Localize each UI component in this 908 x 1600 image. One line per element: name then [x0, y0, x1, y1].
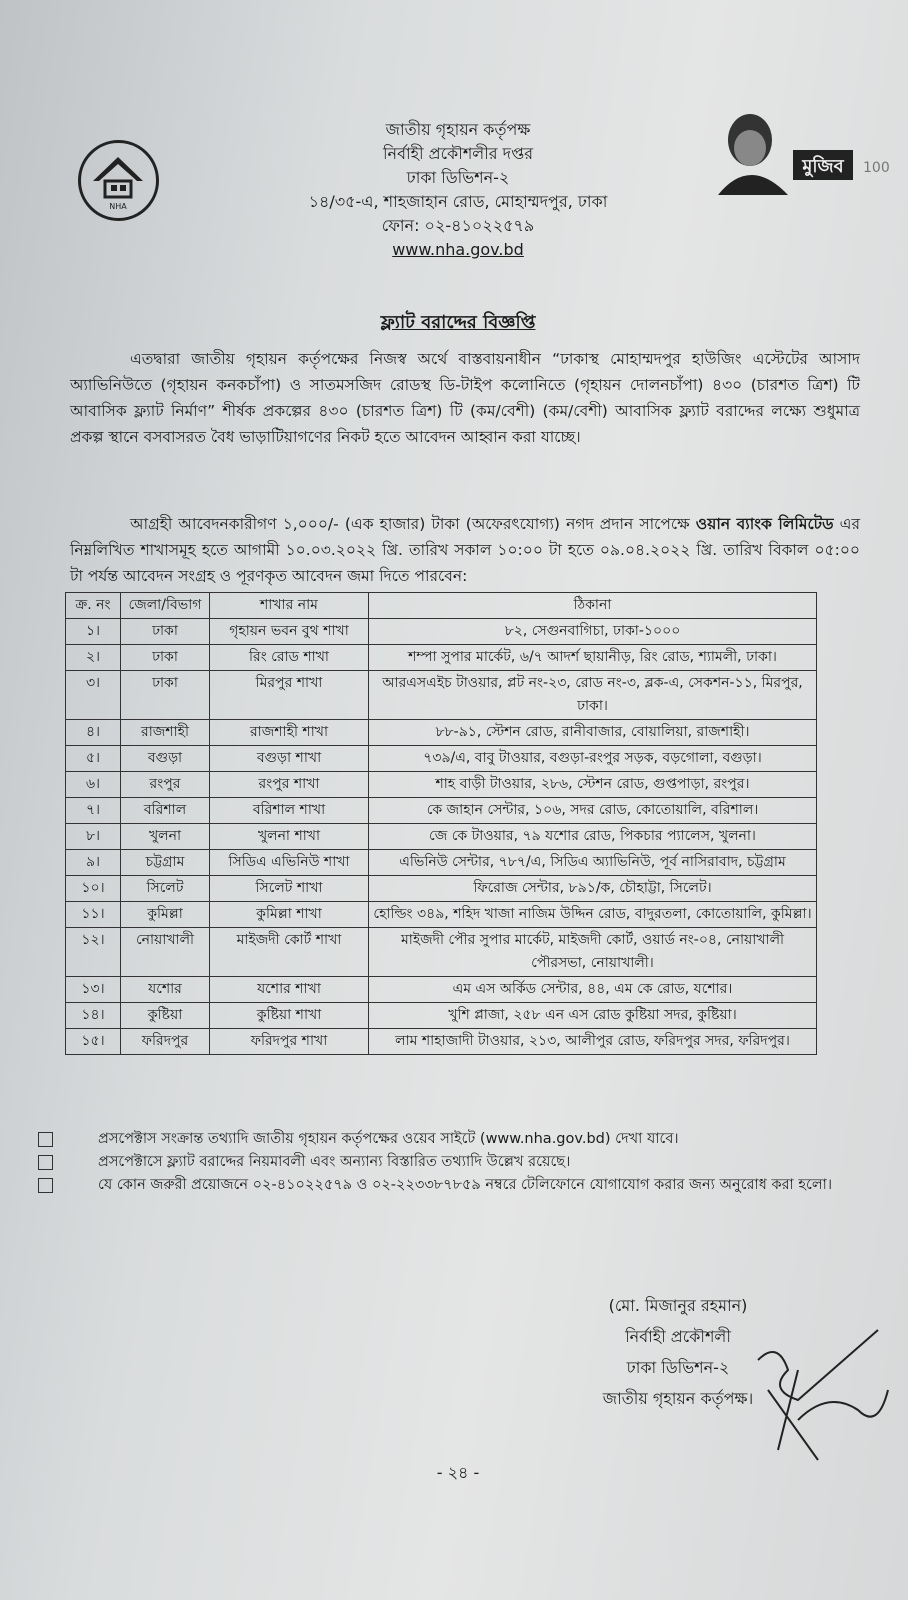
serial-cell: ১২। — [66, 928, 121, 977]
address-cell: কে জাহান সেন্টার, ১০৬, সদর রোড, কোতোয়ালি, বরিশাল। — [369, 798, 817, 824]
branch-name-cell: কুমিল্লা শাখা — [210, 902, 369, 928]
notice-title: ফ্ল্যাট বরাদ্দের বিজ্ঞপ্তি — [380, 312, 536, 333]
serial-cell: ৬। — [66, 772, 121, 798]
serial-cell: ৫। — [66, 746, 121, 772]
branch-name-cell: ফরিদপুর শাখা — [210, 1029, 369, 1055]
district-cell: খুলনা — [121, 824, 210, 850]
serial-cell: ৯। — [66, 850, 121, 876]
signatory-division: ঢাকা ডিভিশন-২ — [626, 1358, 730, 1377]
serial-cell: ১৫। — [66, 1029, 121, 1055]
branch-name-cell: খুলনা শাখা — [210, 824, 369, 850]
district-cell: ঢাকা — [121, 619, 210, 645]
branch-name-cell: রাজশাহী শাখা — [210, 720, 369, 746]
table-row — [66, 772, 817, 798]
document-page — [8, 0, 900, 1600]
note-item — [38, 1128, 838, 1151]
district-cell: চট্টগ্রাম — [121, 850, 210, 876]
branch-name-cell: যশোর শাখা — [210, 977, 369, 1003]
branch-name-cell: সিলেট শাখা — [210, 876, 369, 902]
branch-name-cell: রংপুর শাখা — [210, 772, 369, 798]
branch-table — [65, 592, 817, 1055]
serial-cell: ৭। — [66, 798, 121, 824]
signatory-org: জাতীয় গৃহায়ন কর্তৃপক্ষ। — [602, 1389, 754, 1408]
address-cell: ৮৮-৯১, স্টেশন রোড, রানীবাজার, বোয়ালিয়া, রাজশাহী। — [369, 720, 817, 746]
notice-paragraph-2 — [70, 511, 860, 589]
address-cell: এম এস অর্কিড সেন্টার, ৪৪, এম কে রোড, যশোর। — [369, 977, 817, 1003]
address-cell: ৭৩৯/এ, বাবু টাওয়ার, বগুড়া-রংপুর সড়ক, বড়গোলা, বগুড়া। — [369, 746, 817, 772]
serial-cell: ১০। — [66, 876, 121, 902]
svg-text:NHA: NHA — [109, 202, 127, 211]
column-header: ঠিকানা — [369, 593, 817, 619]
district-cell: রাজশাহী — [121, 720, 210, 746]
table-row — [66, 876, 817, 902]
address-cell: শাহ বাড়ী টাওয়ার, ২৮৬, স্টেশন রোড, গুপ্তপাড়া, রংপুর। — [369, 772, 817, 798]
table-row — [66, 824, 817, 850]
table-row — [66, 1029, 817, 1055]
note-item — [38, 1174, 838, 1197]
address-cell: হোল্ডিং ৩৪৯, শহিদ খাজা নাজিম উদ্দিন রোড, বাদুরতলা, কোতোয়ালি, কুমিল্লা। — [369, 902, 817, 928]
address-cell: শম্পা সুপার মার্কেট, ৬/৭ আদর্শ ছায়ানীড়, রিং রোড, শ্যামলী, ঢাকা। — [369, 645, 817, 671]
note-text: প্রসপেক্টাস সংক্রান্ত তথ্যাদি জাতীয় গৃহায়ন কর্তৃপক্ষের ওয়েব সাইটে (www.nha.gov.bd) দেখা যাবে। — [98, 1131, 679, 1147]
note-text: প্রসপেক্টাসে ফ্ল্যাট বরাদ্দের নিয়মাবলী এবং অন্যান্য বিস্তারিত তথ্যাদি উল্লেখ রয়েছে। — [98, 1154, 571, 1170]
district-cell: রংপুর — [121, 772, 210, 798]
table-row — [66, 902, 817, 928]
address-cell: এভিনিউ সেন্টার, ৭৮৭/এ, সিডিএ অ্যাভিনিউ, পূর্ব নাসিরাবাদ, চট্টগ্রাম — [369, 850, 817, 876]
org-name: জাতীয় গৃহায়ন কর্তৃপক্ষ — [385, 120, 531, 139]
serial-cell: ৪। — [66, 720, 121, 746]
district-cell: সিলেট — [121, 876, 210, 902]
district-cell: বগুড়া — [121, 746, 210, 772]
district-cell: নোয়াখালী — [121, 928, 210, 977]
division-name: ঢাকা ডিভিশন-২ — [406, 168, 510, 187]
branch-name-cell: মাইজদী কোর্ট শাখা — [210, 928, 369, 977]
table-row — [66, 746, 817, 772]
serial-cell: ১১। — [66, 902, 121, 928]
district-cell: ঢাকা — [121, 645, 210, 671]
table-row — [66, 720, 817, 746]
district-cell: কুমিল্লা — [121, 902, 210, 928]
checkbox-bullet-icon — [38, 1178, 53, 1193]
table-row — [66, 1003, 817, 1029]
branch-name-cell: সিডিএ এভিনিউ শাখা — [210, 850, 369, 876]
handwritten-signature — [738, 1330, 898, 1470]
serial-cell: ১। — [66, 619, 121, 645]
branch-name-cell: মিরপুর শাখা — [210, 671, 369, 720]
serial-cell: ১৩। — [66, 977, 121, 1003]
branch-name-cell: গৃহায়ন ভবন বুথ শাখা — [210, 619, 369, 645]
address-cell: লাম শাহাজাদী টাওয়ার, ২১৩, আলীপুর রোড, ফরিদপুর সদর, ফরিদপুর। — [369, 1029, 817, 1055]
district-cell: ঢাকা — [121, 671, 210, 720]
district-cell: ফরিদপুর — [121, 1029, 210, 1055]
branch-name-cell: বরিশাল শাখা — [210, 798, 369, 824]
notes-list — [38, 1128, 838, 1197]
table-row — [66, 645, 817, 671]
address-cell: খুশি প্লাজা, ২৫৮ এন এস রোড কুষ্টিয়া সদর, কুষ্টিয়া। — [369, 1003, 817, 1029]
svg-text:100: 100 — [863, 160, 890, 176]
serial-cell: ৮। — [66, 824, 121, 850]
serial-cell: ৩। — [66, 671, 121, 720]
table-row — [66, 928, 817, 977]
office-phone: ফোন: ০২-৪১০২২৫৭৯ — [381, 216, 535, 235]
checkbox-bullet-icon — [38, 1155, 53, 1170]
notice-paragraph-1: এতদ্বারা জাতীয় গৃহায়ন কর্তৃপক্ষের নিজস্ব অর্থে বাস্তবায়নাধীন “ঢাকাস্থ মোহাম্মদপুর হাউজিং এস্টেটের আসাদ অ্যাভিনিউতে (গৃহায়ন কনকচাঁপা) ও সাতমসজিদ রোডস্থ ডি-টাইপ কলোনিতে (গৃহায়ন দোলনচাঁপা) ৪৩০ (চারশত ত্রিশ) টি আবাসিক ফ্ল্যাট নির্মাণ” শীর্ষক প্রকল্পের ৪৩০ (চারশত ত্রিশ) টি (কম/বেশী) (কম/বেশী) আবাসিক ফ্ল্যাট বরাদ্দের লক্ষ্যে শুধুমাত্র প্রকল্প স্থানে বসবাসরত বৈধ ভাড়াটিয়াগণের নিকট হতে আবেদন আহ্বান করা যাচ্ছে। — [70, 350, 860, 446]
table-row — [66, 977, 817, 1003]
note-item — [38, 1151, 838, 1174]
letterhead — [8, 118, 908, 262]
address-cell: ফিরোজ সেন্টার, ৮৯১/ক, চৌহাট্টা, সিলেট। — [369, 876, 817, 902]
office-name: নির্বাহী প্রকৌশলীর দপ্তর — [382, 144, 534, 163]
district-cell: যশোর — [121, 977, 210, 1003]
address-cell: জে কে টাওয়ার, ৭৯ যশোর রোড, পিকচার প্যালেস, খুলনা। — [369, 824, 817, 850]
serial-cell: ২। — [66, 645, 121, 671]
table-row — [66, 850, 817, 876]
note-text: যে কোন জরুরী প্রয়োজনে ০২-৪১০২২৫৭৯ ও ০২-২২৩৩৮৭৮৫৯ নম্বরে টেলিফোনে যোগাযোগ করার জন্য অনুরোধ করা হলো। — [98, 1177, 833, 1193]
table-row — [66, 619, 817, 645]
column-header: শাখার নাম — [210, 593, 369, 619]
table-row — [66, 798, 817, 824]
district-cell: কুষ্টিয়া — [121, 1003, 210, 1029]
page-number: - ২৪ - — [436, 1463, 480, 1482]
column-header: জেলা/বিভাগ — [121, 593, 210, 619]
serial-cell: ১৪। — [66, 1003, 121, 1029]
branch-name-cell: বগুড়া শাখা — [210, 746, 369, 772]
branch-name-cell: রিং রোড শাখা — [210, 645, 369, 671]
signatory-name: (মো. মিজানুর রহমান) — [608, 1296, 748, 1315]
address-cell: মাইজদী পৌর সুপার মার্কেট, মাইজদী কোর্ট, ওয়ার্ড নং-০৪, নোয়াখালী পৌরসভা, নোয়াখালী। — [369, 928, 817, 977]
signatory-designation: নির্বাহী প্রকৌশলী — [625, 1327, 731, 1346]
table-row — [66, 671, 817, 720]
address-cell: আরএসএইচ টাওয়ার, প্লট নং-২৩, রোড নং-৩, ব্লক-এ, সেকশন-১১, মিরপুর, ঢাকা। — [369, 671, 817, 720]
column-header: ক্র. নং — [66, 593, 121, 619]
district-cell: বরিশাল — [121, 798, 210, 824]
svg-text:মুজিব: মুজিব — [802, 156, 844, 177]
branch-name-cell: কুষ্টিয়া শাখা — [210, 1003, 369, 1029]
checkbox-bullet-icon — [38, 1132, 53, 1147]
office-address: ১৪/৩৫-এ, শাহজাহান রোড, মোহাম্মদপুর, ঢাকা — [308, 192, 608, 211]
bank-name: ওয়ান ব্যাংক লিমিটেড — [695, 515, 834, 533]
address-cell: ৮২, সেগুনবাগিচা, ঢাকা-১০০০ — [369, 619, 817, 645]
website-link[interactable]: www.nha.gov.bd — [392, 240, 524, 259]
paragraph-text: আগ্রহী আবেদনকারীগণ ১,০০০/- (এক হাজার) টাকা (অফেরৎযোগ্য) নগদ প্রদান সাপেক্ষে — [130, 515, 696, 533]
paragraph-text: এর নিম্নলিখিত শাখাসমূহ হতে আগামী ১০.০৩.২০২২ খ্রি. তারিখ সকাল ১০:০০ টা হতে ০৯.০৪.২০২২ খ্রি. তারিখ বিকাল ০৫:০০ টা পর্যন্ত আবেদন সংগ্রহ ও পূরণকৃত আবেদন জমা দিতে পারবেন: — [70, 515, 860, 585]
